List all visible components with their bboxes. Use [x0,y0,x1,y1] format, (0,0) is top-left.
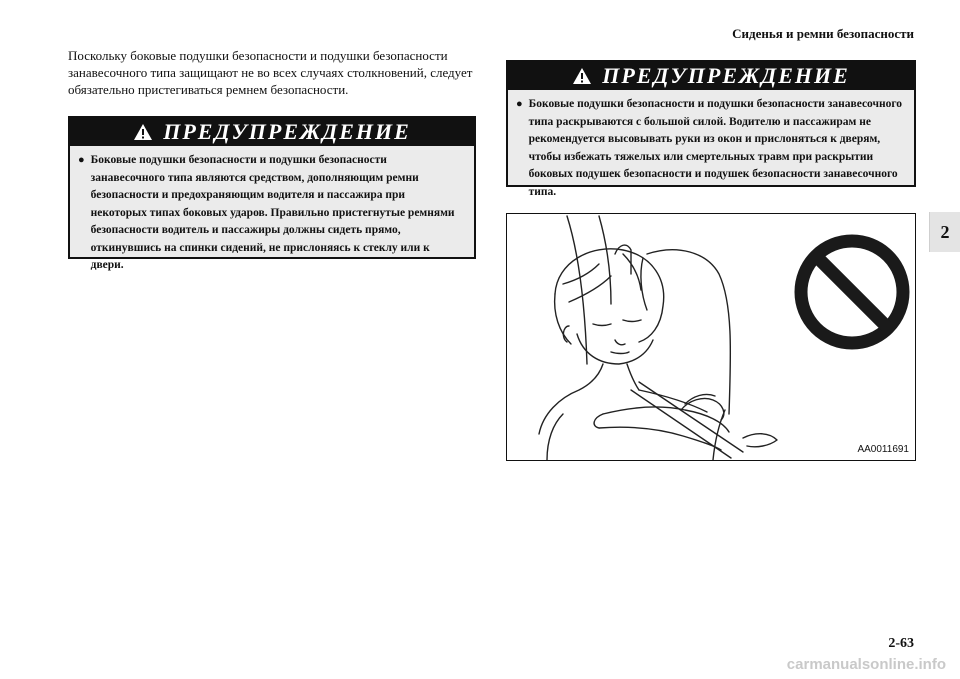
warning-header [508,62,914,90]
section-header: Сиденья и ремни безопасности [732,26,914,41]
warning-header [70,118,474,146]
illustration-leaning-passenger [506,213,916,461]
page-number: 2-63 [888,636,914,651]
prohibition-icon [794,234,910,350]
warning-item [508,90,914,207]
warning-text: Боковые подушки безопасности и подушки безопасности занавесочного типа раскрываются с большой силой. Водителю и пассажирам не рекомендуется высовывать руки из окон и прислоняться к дверям, чтобы избежать тяжелых или смертельных травм при раскрытии боковых подушек безопасности и подушек безопасности занавесочного типа. [528,98,903,198]
bullet-icon: ● [78,154,85,166]
chapter-tab[interactable] [929,212,960,252]
warning-title: ПРЕДУПРЕЖДЕНИЕ [602,63,850,88]
watermark: carmanualsonline.info [786,656,946,673]
warning-title: ПРЕДУПРЕЖДЕНИЕ [163,119,411,144]
illustration-code: AA0011691 [857,444,909,455]
warning-item [70,146,474,281]
warning-box-airbag-force [506,60,916,198]
warning-box-side-airbag-posture [68,116,476,271]
warning-triangle-icon [133,123,153,141]
intro-paragraph: Поскольку боковые подушки безопасности и подушки безопасности занавесочного типа защищают не во всех случаях столкновений, следует обязательно пристегиваться ремнем безопасности. [68,48,473,97]
warning-triangle-icon [572,67,592,85]
bullet-icon: ● [516,98,523,110]
chapter-tab-label: 2 [940,221,950,242]
warning-text: Боковые подушки безопасности и подушки безопасности занавесочного типа являются средством, дополняющим ремни безопасности и предохраняющим водителя и пассажира при некоторых типах боковых ударов. Правильно пристегнутые ремнями безопасности водитель и пассажиры должны сидеть прямо, откинувшись на спинки сидений, не прислоняясь к стеклу или к двери. [90,154,455,271]
